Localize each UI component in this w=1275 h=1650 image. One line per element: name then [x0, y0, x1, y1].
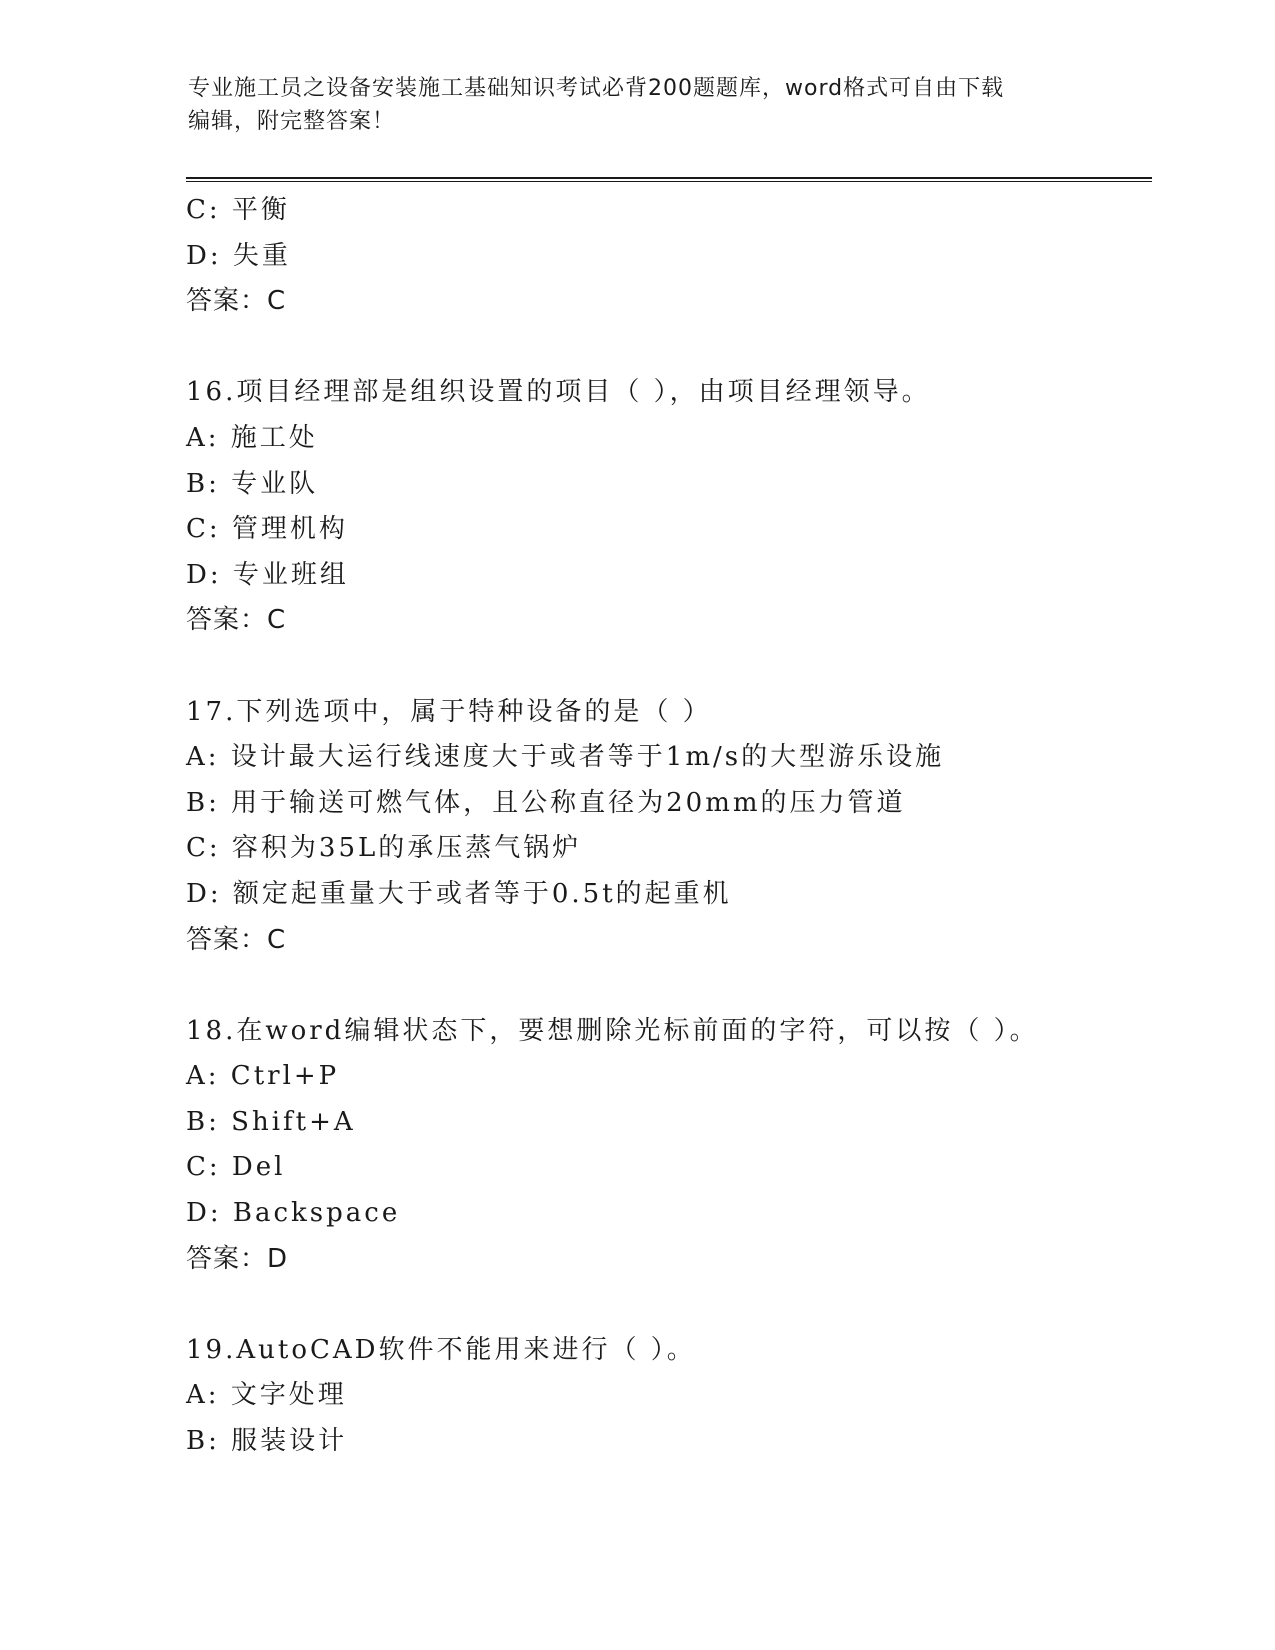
option-d: D: 失重 [186, 240, 291, 271]
header-title-line-2: 编辑，附完整答案！ [188, 109, 396, 134]
spacer [186, 325, 1146, 371]
option-d: D: Backspace [186, 1198, 401, 1229]
option-c: C: Del [186, 1152, 286, 1183]
option-c: C: 平衡 [186, 195, 290, 225]
option-b: B: 用于输送可燃气体，且公称直径为20mm的压力管道 [186, 787, 906, 818]
option-c: C: 容积为35L的承压蒸气锅炉 [186, 833, 582, 864]
question-block-19 [186, 1328, 1146, 1465]
question-block-16 [186, 370, 1146, 644]
option-a: A: Ctrl+P [186, 1061, 340, 1092]
option-a: A: 施工处 [186, 422, 318, 453]
spacer [186, 644, 1146, 690]
question-block-15 [186, 188, 1146, 325]
question-block-18 [186, 1009, 1146, 1283]
question-text: 16.项目经理部是组织设置的项目（ ），由项目经理领导。 [186, 377, 931, 408]
option-a: A: 设计最大运行线速度大于或者等于1m/s的大型游乐设施 [186, 742, 945, 773]
header-divider [186, 177, 1152, 182]
spacer [186, 963, 1146, 1009]
question-text: 18.在word编辑状态下，要想删除光标前面的字符，可以按（ ）。 [186, 1015, 1039, 1046]
answer-line: 答案：C [186, 924, 287, 955]
question-block-17 [186, 690, 1146, 964]
question-text: 17.下列选项中，属于特种设备的是（ ） [186, 696, 712, 727]
document-header [188, 72, 1068, 138]
option-a: A: 文字处理 [186, 1380, 347, 1411]
option-d: D: 专业班组 [186, 559, 349, 590]
option-b: B: 专业队 [186, 468, 319, 499]
option-d: D: 额定起重量大于或者等于0.5t的起重机 [186, 878, 732, 909]
option-b: B: 服装设计 [186, 1426, 348, 1457]
answer-line: 答案：C [186, 605, 287, 636]
header-title-line-1: 专业施工员之设备安装施工基础知识考试必背200题题库，word格式可自由下载 [188, 76, 1005, 101]
option-b: B: Shift+A [186, 1106, 356, 1137]
option-c: C: 管理机构 [186, 514, 348, 545]
spacer [186, 1282, 1146, 1328]
question-list [186, 188, 1146, 1465]
answer-line: 答案：D [186, 1243, 289, 1274]
question-text: 19.AutoCAD软件不能用来进行（ ）。 [186, 1334, 696, 1365]
answer-line: 答案：C [186, 286, 287, 317]
